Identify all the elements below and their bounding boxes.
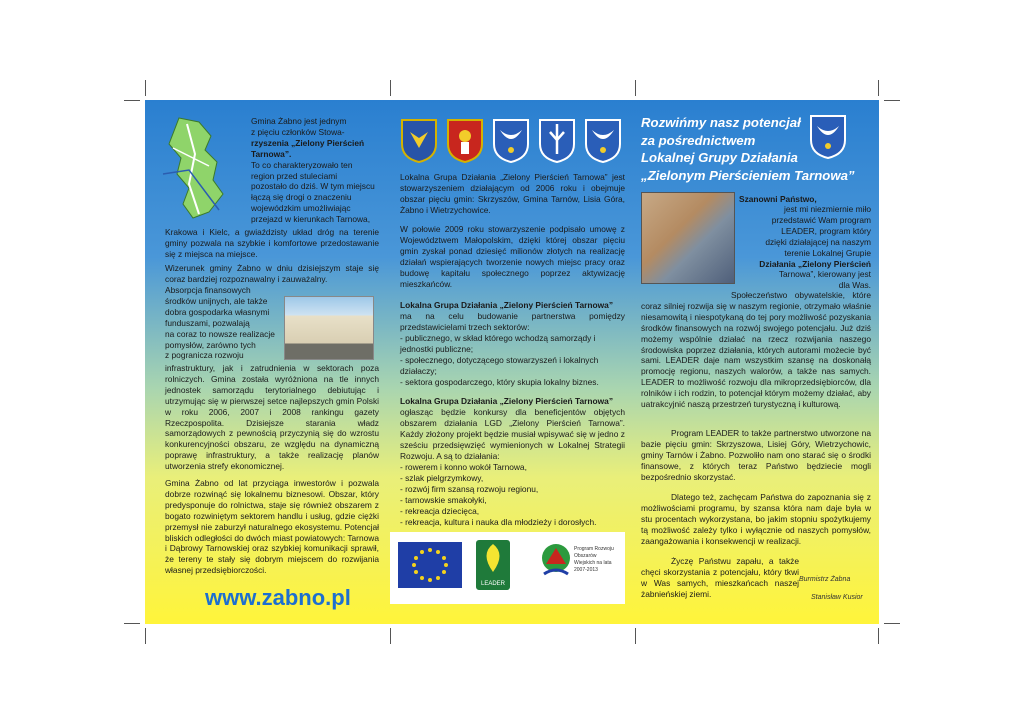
- letter-paragraph-1: Społeczeństwo obywatelskie, które coraz silniej rozwija się w naszym regionie, otrzymało właśnie niesamowitą i niespotykaną do tej pory możliwość pozyskania środków finansowych na rozwój swojego potencjału. Już dziś możemy wspólnie działać na rzecz rozwijania naszego środowiska poprzez działania, których autorami możecie być sami. LEADER daje nam wszystkim szansę na doskonałą promocję regionu, naszych walorów, a także nas samych. LEADER to możliwość rozwoju dla mikroprzedsiębiorców, dla rolników i ich rodzin, to potencjał którym możemy działać, aby uatrakcyjnić naszą przestrzeń turystyczną i kulturową.: [641, 290, 871, 410]
- crests-row: [400, 118, 625, 164]
- prow-logo: [540, 538, 616, 598]
- signature-role: Burmistrz Żabna: [799, 576, 851, 583]
- wrap-line: z pogranicza rozwoju: [165, 350, 244, 361]
- image-paragraph: Wizerunek gminy Żabno w dniu dzisiejszym staje się coraz bardziej rozpoznawalny i zauważalny.: [165, 263, 379, 284]
- list-item: - sektora gospodarczego, który skupia lokalny biznes.: [400, 376, 599, 387]
- list-item: - szlak pielgrzymkowy,: [400, 472, 484, 483]
- intro-line: rzyszenia „Zielony Pierścień: [251, 137, 365, 148]
- letter-paragraph-3: Dlatego też, zachęcam Państwa do zapoznania się z możliwościami programu, by szansa która nam daje była w stu procentach wykorzystana, bo jakim stopniu spożytkujemy tą możliwość zależy tylko i wyłącznie od naszych pomysłów, zaangażowania i konsekwencji w realizacji.: [641, 492, 871, 546]
- crop-mark-top-right-v: [878, 80, 879, 96]
- wrap-line: pomysłów, zarówno tych: [165, 339, 256, 350]
- letter-greeting: Szanowni Państwo,: [739, 194, 817, 204]
- mayor-portrait: [641, 192, 735, 284]
- title-line: za pośrednictwem: [641, 132, 756, 148]
- investors-paragraph: Gmina Żabno od lat przyciąga inwestorów i pozwala dobrze rozwinąć się lokalnemu biznesowi. Obszar, który predysponuje do rolnictwa, staje się również obszarem z bogato rozwiniętym sektorem handlu i usług, gdzie ciężki przemysł nie zaburzył naturalnego ekosystemu. Potencjał bliskich odległości do dwóch miast powiatowych: Tarnowa i Dąbrowy Tarnowskiej oraz szybkiej komunikacji sprawił, że tereny te stały się dobrym miejscem do rozwijania własnej przedsiębiorczości.: [165, 478, 379, 576]
- wrap-line: na coraz to nowsze realizacje: [165, 328, 275, 339]
- intro-line: przedstawić Wam program: [771, 214, 871, 225]
- leader-logo: [476, 540, 510, 590]
- panel-gmina-zabno: [145, 100, 390, 624]
- intro-line: dzięki działającej na naszym: [765, 236, 871, 247]
- intro-line: LEADER, program który: [781, 225, 871, 236]
- crop-mark-bottom-right-v: [878, 628, 879, 644]
- list-item: - tarnowskie smakołyki,: [400, 494, 487, 505]
- wrap-line: Absorpcja finansowych: [165, 285, 251, 295]
- intro-line: jest mi niezmiernie miło: [783, 204, 871, 214]
- brochure-sheet: [145, 100, 879, 624]
- fold-mark-top-2: [635, 80, 636, 96]
- intro-line: terenie Lokalnej Grupie: [784, 247, 871, 258]
- intro-line: z pięciu członków Stowa-: [251, 126, 345, 137]
- list-item: - publicznego, w skład którego wchodzą samorządy i jednostki publiczne;: [400, 333, 596, 354]
- intro-continuation: Krakowa i Kielc, a gwiaździsty układ dróg na terenie gminy pozwala na szybkie i komfortowe przedostawanie się z miejsca na miejsce.: [165, 227, 379, 259]
- letter-intro: [739, 204, 871, 291]
- crop-mark-bottom-left-h: [124, 623, 140, 624]
- letter-title: [641, 114, 855, 184]
- lgd-intro: Lokalna Grupa Działania „Zielony Pierścień Tarnowa” jest stowarzyszeniem działającym od 2006 roku i obejmuje obszar pięciu gmin: Skrzyszów, Gmina Tarnów, Lisia Góra, Żabno i Wietrzychowice.: [400, 172, 625, 215]
- zabno-crest-icon: [809, 114, 847, 160]
- actions-list: [400, 462, 625, 527]
- intro-line: region przed stuleciami: [251, 170, 338, 181]
- letter-paragraph-4: Życzę Państwu zapału, a także chęci skorzystania z potencjału, który tkwi w Was samych, mieszkańcach naszej żabnieńskiej ziemi.: [641, 556, 799, 599]
- gmina-map-image: [159, 114, 231, 224]
- crest-icon: [538, 118, 576, 164]
- title-line: Lokalnej Grupy Działania: [641, 150, 798, 165]
- intro-line: wojewódzkim umożliwiając: [251, 203, 351, 214]
- intro-line: Tarnowa”.: [251, 148, 292, 159]
- signature-name: Stanisław Kusior: [811, 594, 863, 601]
- title-line: Rozwińmy nasz potencjał: [641, 115, 801, 130]
- crop-mark-bottom-right-h: [884, 623, 900, 624]
- wrap-line: środków unijnych, ale także: [165, 295, 268, 306]
- eu-flag-icon: [398, 542, 462, 588]
- website-link[interactable]: www.zabno.pl: [205, 585, 351, 610]
- lgd-head-2: Lokalna Grupa Działania „Zielony Pierścień Tarnowa”: [400, 396, 614, 406]
- intro-line: pozostało do dziś. W tym miejscu: [251, 181, 375, 192]
- prow-icon: [540, 538, 572, 588]
- intro-line: przejazd w kierunkach Tarnowa,: [251, 214, 371, 225]
- fold-mark-bottom-2: [635, 628, 636, 644]
- title-line: „Zielonym Pierścieniem Tarnowa”: [641, 167, 855, 183]
- letter-paragraph-2: Program LEADER to także partnerstwo utworzone na bazie pięciu gmin: Skrzyszowa, Lisiej Góry, Wietrzychowic, gminy Tarnów i Żabno. Pozwoliło nam ono starać się o środki finansowe, z których teraz Państwo będziecie mogli bezpośrednio skorzystać.: [641, 428, 871, 482]
- lgd-agreement: W połowie 2009 roku stowarzyszenie podpisało umowę z Województwem Małopolskim, dzięki której obszar pięciu gmin zyskał ponad dziesięć milionów złotych na realizację działań wspierających tworzenie nowych miejsc pracy oraz budowę kapitału społecznego poprzez aktywizację mieszkańców.: [400, 224, 625, 289]
- crest-icon: [492, 118, 530, 164]
- crop-mark-top-left-v: [145, 80, 146, 96]
- crop-mark-bottom-left-v: [145, 628, 146, 644]
- infrastructure-paragraph: infrastruktury, jak i zatrudnienia w sektorach poza rolniczych. Gmina została wyróżniona na tle innych jednostek samorządu terytorialnego debiutując i utrzymując się w pierwszej setce najlepszych gmin Polski w roku 2006, 2007 i 2008 rankingu gazety Rzeczpospolita. Dzisiejsze starania władz samorządowych z pewnością przyczynią się do wzrostu konkurencyjności obszaru, ze względu na dynamiczną poprawę infrastruktury, a także realizację planów utworzenia strefy ekonomicznej.: [165, 363, 379, 472]
- crop-mark-top-left-h: [124, 100, 140, 101]
- leader-label: LEADER: [480, 581, 505, 587]
- prow-label: Program Rozwoju Obszarów Wiejskich na lata 2007-2013: [574, 546, 614, 573]
- intro-line: To co charakteryzowało ten: [251, 159, 353, 170]
- list-item: - rozwój firm szansą rozwoju regionu,: [400, 483, 539, 494]
- intro-line: dla Was.: [838, 280, 871, 291]
- panel-lgd: [390, 100, 635, 624]
- list-item: - społecznego, dotyczącego stowarzyszeń i lokalnych działaczy;: [400, 354, 599, 376]
- wrap-line: funduszami, pozwalają: [165, 317, 250, 328]
- intro-line: łączą się drogi o znaczeniu: [251, 192, 352, 203]
- list-item: - rekreacja, kultura i nauka dla młodzieży i dorosłych.: [400, 516, 597, 527]
- wrap-line: dobra gospodarka własnymi: [165, 306, 270, 317]
- list-item: - rekreacja dziecięca,: [400, 505, 480, 516]
- lgd-partnership: ma na celu budowanie partnerstwa pomiędzy przedstawicielami trzech sektorów:: [400, 311, 625, 332]
- panel-mayor-letter: [635, 100, 879, 624]
- intro-line: Działania „Zielony Pierścień: [759, 258, 871, 269]
- crest-icon: [584, 118, 622, 164]
- funding-logos: [390, 532, 625, 604]
- sectors-list: [400, 333, 625, 388]
- intro-line: Gmina Żabno jest jednym: [251, 116, 347, 126]
- crest-icon: [400, 118, 438, 164]
- fold-mark-bottom-1: [390, 628, 391, 644]
- lgd-competitions: ogłasząc będzie konkursy dla beneficjentów objętych obszarem działania LGD „Zielony Pierścień Tarnowa”. Każdy złożony projekt będzie musiał wpisywać się w jedno z sześciu przedsięwzięć wymienionych w Lokalnej Strategii Rozwoju. A są to działania:: [400, 407, 625, 461]
- crop-mark-top-right-h: [884, 100, 900, 101]
- list-item: - rowerem i konno wokół Tarnowa,: [400, 462, 527, 472]
- intro-block: [251, 116, 379, 225]
- lgd-head-1: Lokalna Grupa Działania „Zielony Pierścień Tarnowa”: [400, 300, 614, 310]
- fold-mark-top-1: [390, 80, 391, 96]
- wrapped-paragraph-lines: [165, 285, 279, 361]
- crest-icon: [446, 118, 484, 164]
- town-hall-photo: [284, 296, 374, 360]
- leaf-icon: [476, 540, 510, 576]
- intro-line: Tarnowa”, kierowany jest: [778, 269, 871, 280]
